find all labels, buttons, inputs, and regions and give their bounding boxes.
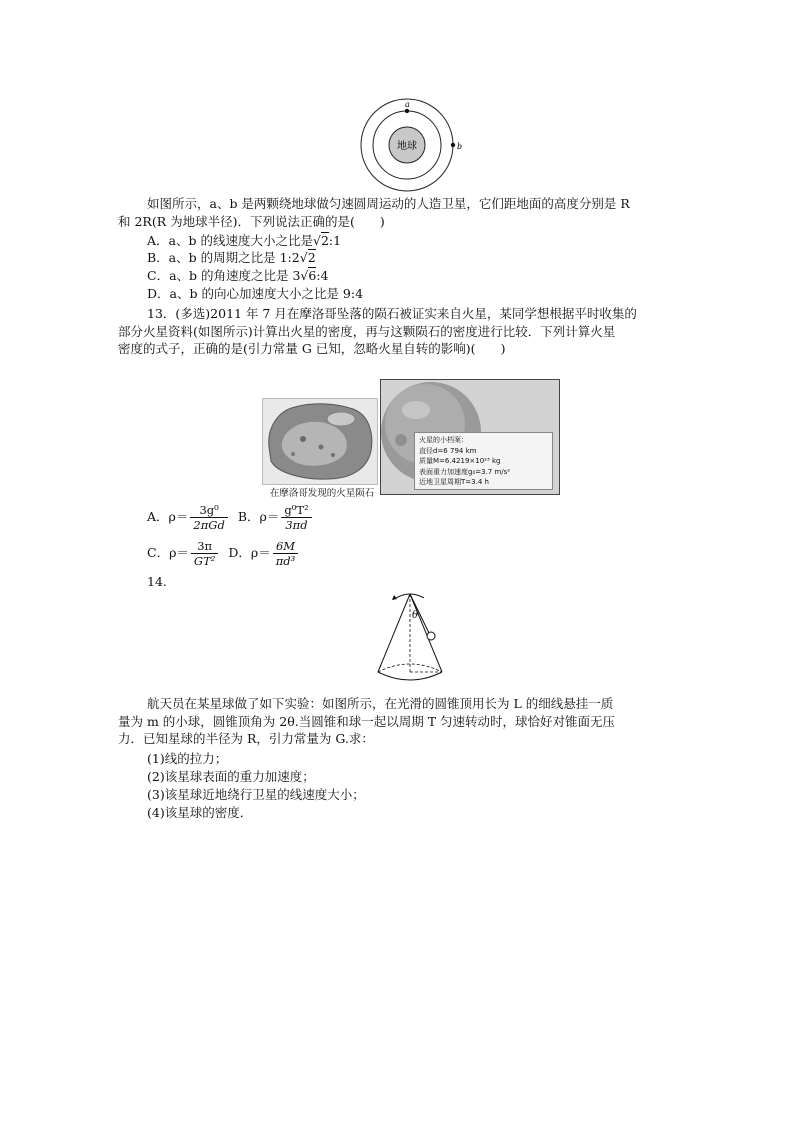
q13-option-b-label: B．ρ＝ <box>237 509 280 524</box>
cone-right-edge <box>410 594 442 672</box>
q14-stem-line3: 力．已知星球的半径为 R，引力常量为 G.求： <box>118 731 374 746</box>
q13-option-b-fraction: $\frac{\text{g⁰T²}}{3\pi d}$ <box>281 503 311 532</box>
earth-label: 地球 <box>397 141 417 152</box>
sqrt-symbol: √ <box>300 268 309 283</box>
mars-info-box <box>414 432 553 490</box>
q14-stem-line1: 航天员在某星球做了如下实验：如图所示，在光滑的圆锥顶用长为 L 的细线悬挂一质 <box>147 696 614 711</box>
sqrt-symbol: √ <box>299 250 308 265</box>
q13-stem-line2: 部分火星资料(如图所示)计算出火星的密度，再与这颗陨石的密度进行比较．下列计算火星 <box>118 323 616 339</box>
meteorite-caption: 在摩洛哥发现的火星陨石 <box>269 488 375 499</box>
satellite-b <box>451 143 455 147</box>
q13-option-c-label: C．ρ＝ <box>147 545 189 560</box>
q13-option-d-fraction: $\frac{6M}{\text{πd³}}$ <box>273 539 299 568</box>
cone-left-edge <box>378 594 410 672</box>
q12-stem-line1: 如图所示，a、b 是两颗绕地球做匀速圆周运动的人造卫星，它们距地面的高度分别是 R <box>147 196 630 211</box>
q12-option-d: D．a、b 的向心加速度大小之比是 9:4 <box>147 286 364 301</box>
mars-info-mass: 质量M=6.4219×10²³ kg <box>419 457 501 465</box>
q14-number: 14. <box>147 574 167 589</box>
angle-theta-label: θ <box>412 610 419 621</box>
mars-photo <box>380 379 560 495</box>
cone-figure <box>370 588 474 692</box>
sqrt-symbol: √ <box>312 233 321 248</box>
meteorite-rock-image <box>263 399 377 484</box>
satellite-a-label: a <box>405 100 410 109</box>
mars-info-title: 火星的小档案： <box>419 436 468 444</box>
q13-option-a-label: A．ρ＝ <box>147 509 189 524</box>
satellite-b-label: b <box>457 142 463 151</box>
orbit-figure <box>355 98 475 193</box>
q14-item-1: (1)线的拉力； <box>147 751 228 766</box>
mars-info-diameter: 直径d=6 794 km <box>419 446 477 455</box>
q13-options-row1 <box>147 503 314 532</box>
pendulum-ball <box>427 632 435 640</box>
q14-stem <box>118 695 678 748</box>
q14-item-2: (2)该星球表面的重力加速度； <box>147 769 315 784</box>
q13-options-row2 <box>147 539 300 568</box>
q14-stem-line2: 量为 m 的小球，圆锥顶角为 2θ.当圆锥和球一起以周期 T 匀速转动时，球恰好对锥面无压 <box>118 713 616 729</box>
q12-stem-line2: 和 2R(R 为地球半径)．下列说法正确的是( ) <box>118 213 385 229</box>
q14-item-4: (4)该星球的密度． <box>147 805 253 820</box>
q13-option-a-fraction: $\frac{\text{3g⁰}}{\text{2πGd}}$ <box>190 503 227 532</box>
q13-option-c-fraction: $\frac{3\pi}{\text{GT²}}$ <box>191 539 218 568</box>
q13-stem-line3: 密度的式子，正确的是(引力常量 G 已知，忽略火星自转的影响)( ) <box>118 341 506 356</box>
q14-item-3: (3)该星球近地绕行卫星的线速度大小； <box>147 787 365 802</box>
mars-info-period: 近地卫星周期T=3.4 h <box>419 478 489 486</box>
q12-option-c: C．a、b 的角速度之比是 3√6:4 <box>147 268 329 283</box>
q12-option-b: B．a、b 的周期之比是 1:2√2 <box>147 250 316 265</box>
satellite-a <box>405 109 409 113</box>
meteorite-photo <box>262 398 378 485</box>
mars-info-gravity: 表面重力加速度g₀=3.7 m/s² <box>419 467 511 476</box>
q12-option-a: A．a、b 的线速度大小之比是√2:1 <box>147 233 342 248</box>
q13-stem-line1: 13．(多选)2011 年 7 月在摩洛哥坠落的陨石被证实来自火星，某同学想根据平时收集的 <box>147 306 637 321</box>
q12-stem <box>118 195 678 230</box>
cone-base-front <box>378 672 442 680</box>
q13-stem <box>118 305 678 358</box>
q13-option-d-label: D．ρ＝ <box>228 545 271 560</box>
